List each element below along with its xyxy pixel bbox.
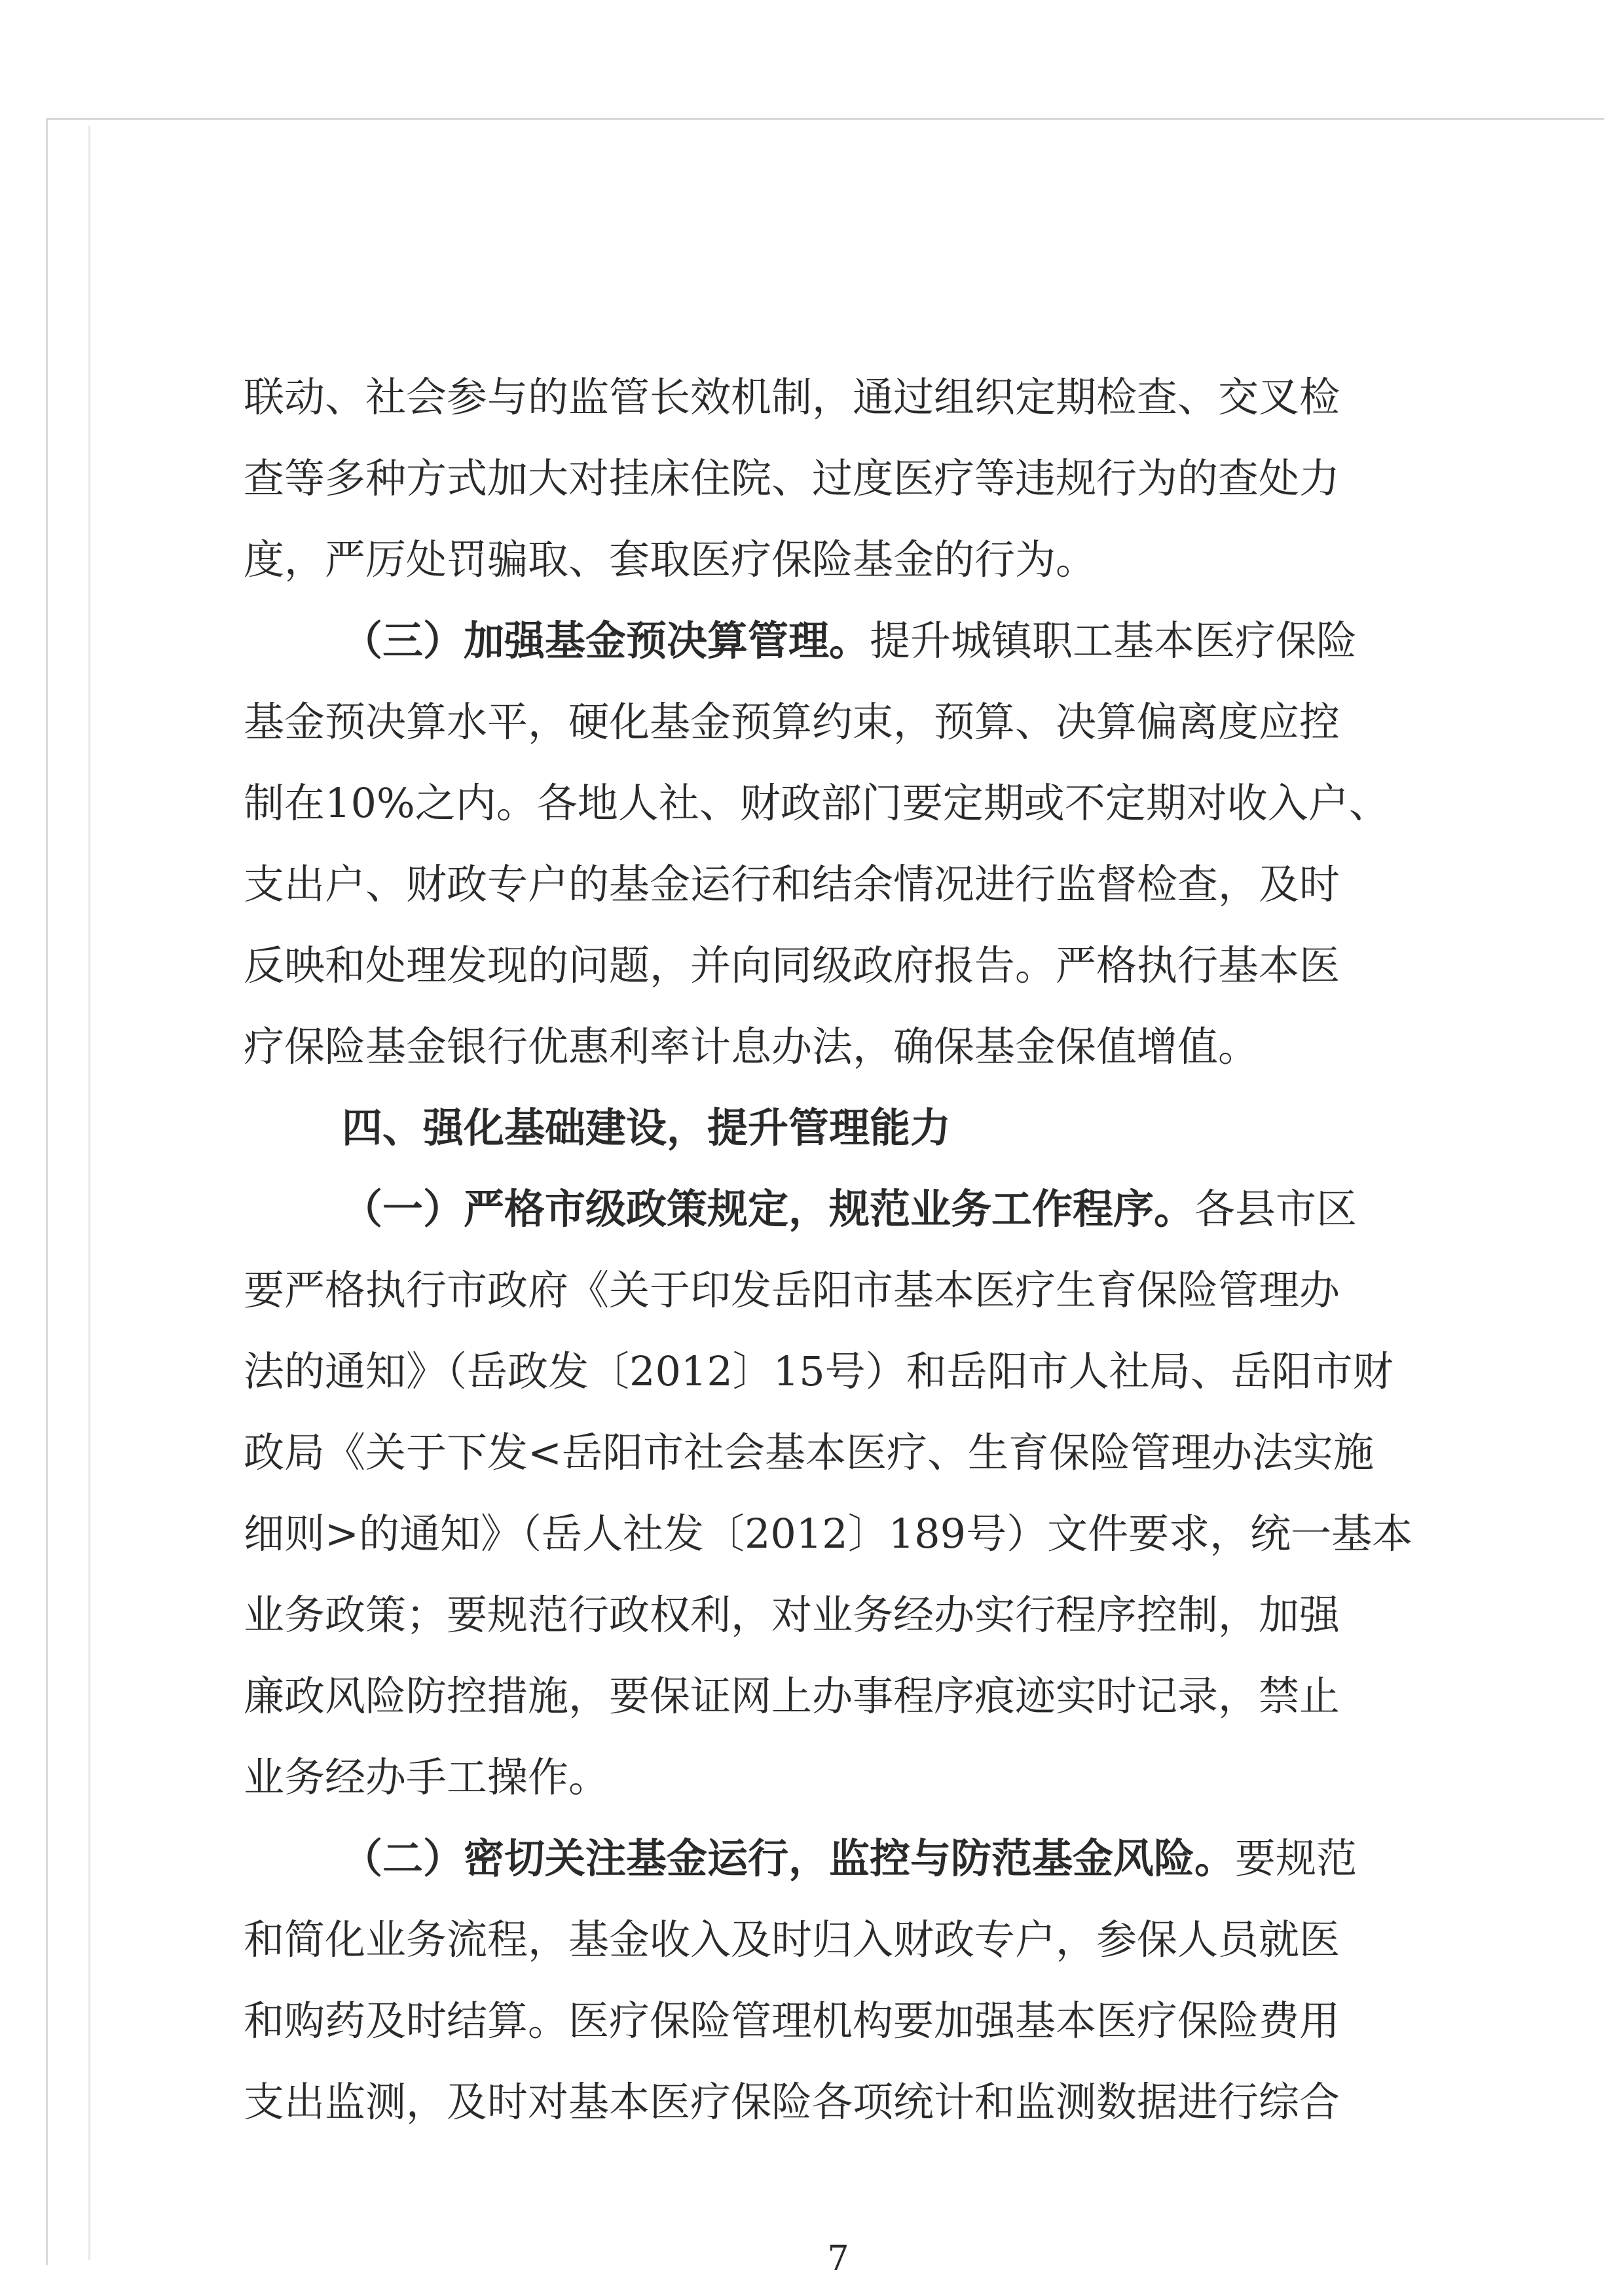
section-heading: （三）加强基金预决算管理。 bbox=[342, 617, 870, 665]
text-line: 度，严厉处罚骗取、套取医疗保险基金的行为。 bbox=[244, 536, 1097, 583]
text-line: 业务政策；要规范行政权利，对业务经办实行程序控制，加强 bbox=[244, 1591, 1340, 1639]
section-paragraph bbox=[244, 600, 1435, 682]
text-line: 疗保险基金银行优惠利率计息办法，确保基金保值增值。 bbox=[244, 1023, 1259, 1070]
document-body bbox=[244, 357, 1435, 2143]
section-heading: （二）密切关注基金运行，监控与防范基金风险。 bbox=[342, 1834, 1236, 1882]
text-line: 细则>的通知》（岳人社发〔2012〕189号）文件要求，统一基本 bbox=[244, 1510, 1413, 1558]
text-line: 和简化业务流程，基金收入及时归入财政专户，参保人员就医 bbox=[244, 1916, 1340, 1963]
chapter-heading: 四、强化基础建设，提升管理能力 bbox=[342, 1104, 951, 1152]
text-span: 要规范 bbox=[1235, 1834, 1357, 1882]
scan-edge-left bbox=[46, 118, 48, 2265]
section-paragraph bbox=[244, 1818, 1435, 1899]
text-line: 查等多种方式加大对挂床住院、过度医疗等违规行为的查处力 bbox=[244, 454, 1340, 502]
text-line: 和购药及时结算。医疗保险管理机构要加强基本医疗保险费用 bbox=[244, 1997, 1340, 2045]
scan-edge-top bbox=[46, 118, 1604, 120]
text-line: 廉政风险防控措施，要保证网上办事程序痕迹实时记录，禁止 bbox=[244, 1672, 1340, 1720]
text-line: 政局《关于下发<岳阳市社会基本医疗、生育保险管理办法实施 bbox=[244, 1429, 1374, 1476]
text-line: 法的通知》（岳政发〔2012〕15号）和岳阳市人社局、岳阳市财 bbox=[244, 1347, 1393, 1395]
text-line: 联动、社会参与的监管长效机制，通过组织定期检查、交叉检 bbox=[244, 373, 1340, 421]
scan-edge-inner bbox=[88, 126, 90, 2260]
section-heading: （一）严格市级政策规定，规范业务工作程序。 bbox=[342, 1185, 1195, 1233]
text-line: 反映和处理发现的问题，并向同级政府报告。严格执行基本医 bbox=[244, 941, 1340, 989]
text-line: 支出户、财政专户的基金运行和结余情况进行监督检查，及时 bbox=[244, 860, 1340, 908]
section-paragraph bbox=[244, 1169, 1435, 1250]
text-span: 提升城镇职工基本医疗保险 bbox=[870, 617, 1357, 665]
text-span: 各县市区 bbox=[1194, 1185, 1357, 1233]
page-number: 7 bbox=[827, 2239, 849, 2278]
text-line: 要严格执行市政府《关于印发岳阳市基本医疗生育保险管理办 bbox=[244, 1266, 1340, 1314]
text-line: 制在10%之内。各地人社、财政部门要定期或不定期对收入户、 bbox=[244, 779, 1390, 827]
text-line: 业务经办手工操作。 bbox=[244, 1753, 610, 1801]
text-line: 基金预决算水平，硬化基金预算约束，预算、决算偏离度应控 bbox=[244, 698, 1340, 746]
text-line: 支出监测，及时对基本医疗保险各项统计和监测数据进行综合 bbox=[244, 2078, 1340, 2126]
